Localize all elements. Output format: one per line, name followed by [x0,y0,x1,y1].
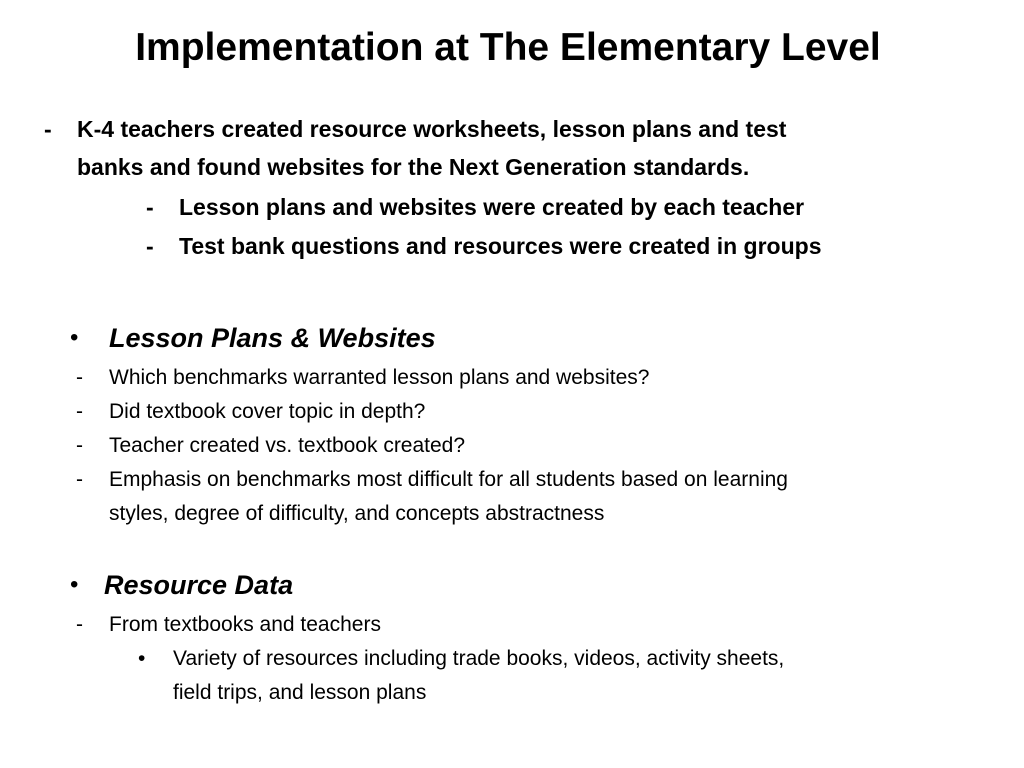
section-heading-text: Resource Data [104,570,294,600]
intro-sub-item-text: Test bank questions and resources were created in groups [179,233,822,259]
intro-continuation [77,148,749,186]
dash-marker: - [76,613,83,636]
list-item-text: Teacher created vs. textbook created? [109,434,466,457]
list-item-continuation [109,497,604,531]
list-item-text: Which benchmarks warranted lesson plans and websites? [109,366,650,389]
intro-line-1: K-4 teachers created resource worksheets, lesson plans and test [77,116,787,142]
dash-marker: - [44,116,52,142]
bullet-icon: • [70,571,79,598]
intro-line-2: banks and found websites for the Next Generation standards. [77,154,750,180]
bullet-icon: • [138,647,146,670]
list-item-text: Did textbook cover topic in depth? [109,400,426,423]
list-item-text: styles, degree of difficulty, and concepts abstractness [109,502,605,525]
dash-marker: - [146,194,154,220]
list-item-text: From textbooks and teachers [109,613,381,636]
sub-list-item-text: Variety of resources including trade books, videos, activity sheets, [173,647,785,670]
list-item-text: Emphasis on benchmarks most difficult for all students based on learning [109,468,788,491]
bullet-icon: • [70,324,79,351]
sub-list-item-continuation [173,676,426,710]
dash-marker: - [76,434,83,457]
slide-title: Implementation at The Elementary Level [135,26,881,69]
dash-marker: - [146,233,154,259]
dash-marker: - [76,400,83,423]
dash-marker: - [76,366,83,389]
section-heading-text: Lesson Plans & Websites [109,323,436,353]
intro-sub-item-text: Lesson plans and websites were created by each teacher [179,194,805,220]
dash-marker: - [76,468,83,491]
sub-list-item-text: field trips, and lesson plans [173,681,427,704]
